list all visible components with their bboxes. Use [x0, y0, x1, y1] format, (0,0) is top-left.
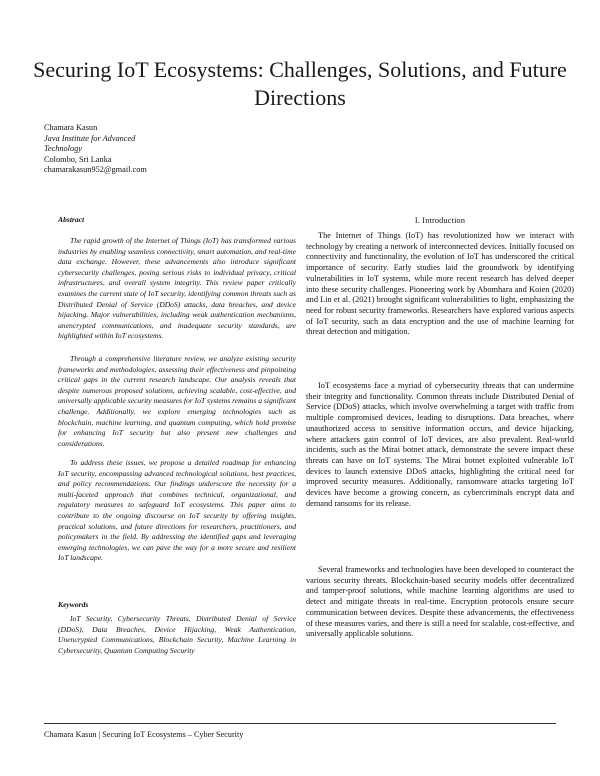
abstract-paragraph-2: Through a comprehensive literature review, we analyze existing security frameworks and methodologies, assessing their effectiveness and pinpointing critical gaps in the current research landscape. Our analysis reveals that despite numerous proposed solutions, achieving scalable, cost-effective, and universally applicable security measures for IoT systems remains a significant challenge. Additionally, we explore emerging technologies such as blockchain, machine learning, and quantum computing, which hold promise for enhancing IoT security but also present new challenges and considerations. — [58, 354, 296, 448]
author-block — [44, 123, 284, 176]
author-email: chamarakasun952@gmail.com — [44, 165, 147, 175]
author-affiliation-line1: Java Institute for Advanced — [44, 133, 136, 143]
author-location: Colombo, Sri Lanka — [44, 154, 112, 164]
abstract-paragraph-1: The rapid growth of the Internet of Things (IoT) has transformed various industries by enabling seamless connectivity, smart automation, and real-time data exchange. However, these advancements also introduce significant cybersecurity challenges, posing serious risks to individual privacy, critical infrastructures, and overall system integrity. This review paper critically examines the current state of IoT security, identifying common threats such as Distributed Denial of Service (DDoS) attacks, data breaches, and device hijacking. Major vulnerabilities, including weak authentication mechanisms, unencrypted communications, and inadequate security standards, are highlighted within IoT ecosystems. — [58, 236, 296, 341]
page-footer: Chamara Kasun | Securing IoT Ecosystems – Cyber Security — [44, 730, 244, 739]
intro-paragraph-1: The Internet of Things (IoT) has revolutionized how we interact with technology by creating a network of interconnected devices. Initially focused on connectivity and functionality, the evolution of IoT has underscored the critical importance of security. Early studies laid the groundwork by identifying vulnerabilities in IoT systems, while more recent research has delved deeper into these security challenges. Pioneering work by Abomhara and Koien (2020) and Lin et al. (2021) brought significant vulnerabilities to light, emphasizing the need for robust security frameworks. Researchers have explored various aspects of IoT security, such as data encryption and the use of machine learning for threat detection and mitigation. — [306, 231, 574, 337]
paper-title: Securing IoT Ecosystems: Challenges, Solutions, and Future Directions — [33, 57, 567, 110]
intro-paragraph-3: Several frameworks and technologies have been developed to counteract the various security threats. Blockchain-based security models offer decentralized and tamper-proof solutions, while machine learning algorithms are used to detect and mitigate threats in real-time. Encryption protocols ensure secure communication between devices. Despite these advancements, the effectiveness of these measures varies, and there is still a need for scalable, cost-effective, and universally applicable solutions. — [306, 565, 574, 639]
abstract-heading: Abstract — [58, 215, 85, 224]
abstract-paragraph-3: To address these issues, we propose a detailed roadmap for enhancing IoT security, encompassing advanced technological solutions, best practices, and policy recommendations. Our findings underscore the necessity for a multi-faceted approach that combines technical, organizational, and regulatory measures to safeguard IoT ecosystems. This paper aims to contribute to the ongoing discourse on IoT security by offering insights, practical solutions, and future directions for researchers, practitioners, and policymakers in the field. By addressing the identified gaps and leveraging emerging technologies, we can pave the way for a more secure and resilient IoT landscape. — [58, 458, 296, 563]
section-heading-introduction: I. Introduction — [414, 216, 466, 225]
author-affiliation-line2: Technology — [44, 144, 82, 154]
footer-divider — [44, 723, 556, 724]
keywords-heading: Keywords — [58, 600, 89, 609]
intro-paragraph-2: IoT ecosystems face a myriad of cybersecurity threats that can undermine their integrity and functionality. Common threats include Distributed Denial of Service (DDoS) attacks, which involve overwhelming a target with traffic from multiple compromised devices, leading to disruptions. Data breaches, where unauthorized access to sensitive information occurs, and device hijacking, where attackers gain control of IoT devices, are also prevalent. Real-world incidents, such as the Mirai botnet attack, demonstrate the severe impact these threats can have on IoT systems. The Mirai botnet exploited vulnerable IoT devices to launch extensive DDoS attacks, highlighting the critical need for improved security measures. Additionally, ransomware attacks targeting IoT devices have become a growing concern, as cybercriminals encrypt data and demand ransoms for its release. — [306, 381, 574, 508]
author-name: Chamara Kasun — [44, 123, 98, 132]
keywords-text: IoT Security, Cybersecurity Threats, Distributed Denial of Service (DDoS), Data Breaches, Device Hijacking, Weak Authentication, Unencrypted Communications, Blockchain Security, Machine Learning in Cybersecurity, Quantum Computing Security — [58, 614, 296, 655]
